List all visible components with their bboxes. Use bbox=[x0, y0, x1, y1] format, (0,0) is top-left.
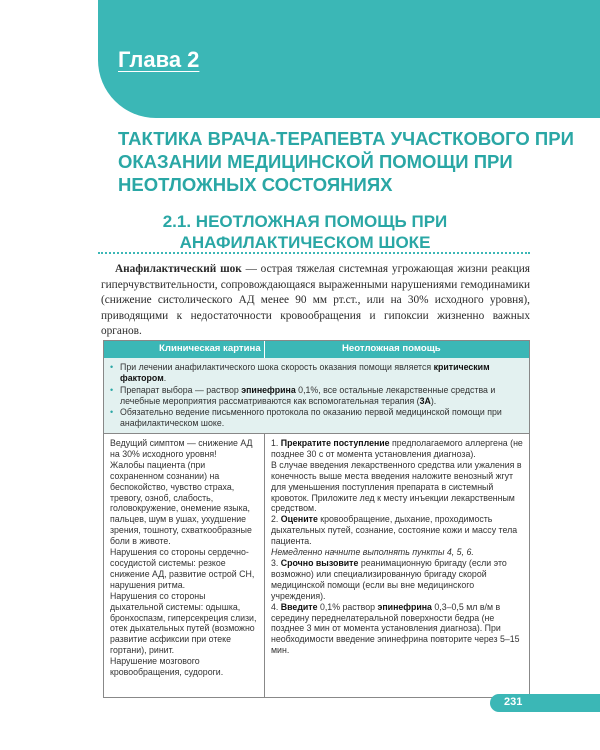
bullet-icon: • bbox=[110, 407, 114, 418]
col-header-help: Неотложная помощь bbox=[342, 343, 441, 354]
note-item: • Препарат выбора — раствор эпинефрина 0,1%, все остальные лекарственные средства и лечебные мероприятия рассматриваются как вспомогательная терапия (3А). bbox=[110, 384, 496, 406]
dotted-divider bbox=[98, 252, 530, 254]
emergency-table bbox=[103, 340, 530, 698]
chapter-label: Глава 2 bbox=[118, 47, 200, 72]
table-header bbox=[104, 341, 529, 358]
help-column bbox=[265, 434, 529, 697]
intro-term: Анафилактический шок bbox=[115, 263, 242, 275]
intro-text: — острая тяжелая системная угрожающая жизни реакция гиперчувствительности, сопровождающаяся выраженными нарушениями гемодинамики (снижение систолического АД менее 90 мм рт.ст., или на 30% исходного уровня), приводящими к недостаточности кровообращения и гипоксии жизненно важных органов. bbox=[101, 263, 530, 337]
note-item: • Обязательно ведение письменного протокола по оказанию первой медицинской помощи при анафилактическом шоке. bbox=[110, 407, 502, 429]
help-step: В случае введения лекарственного средства или ужаления в конечность выше места введения наложите венозный жгут для уменьшения поступления препарата в системный кровоток. Приложите лед к месту инъекции лекарственным средством. bbox=[271, 459, 522, 514]
page-number: 231 bbox=[504, 696, 523, 708]
clinical-item: Нарушения со стороны дыхательной системы: одышка, бронхоспазм, гиперсекреция слизи, отек дыхательных путей (возможно развитие асфиксии при отеке гортани), ринит. bbox=[110, 590, 257, 656]
help-step: Немедленно начните выполнять пункты 4, 5, 6. bbox=[271, 547, 474, 558]
clinical-column bbox=[104, 434, 265, 697]
clinical-item: Нарушения со стороны сердечно-сосудистой системы: резкое снижение АД, развитие острой СН, нарушения ритма. bbox=[110, 547, 255, 590]
col-header-clinical: Клиническая картина bbox=[159, 343, 261, 354]
bullet-icon: • bbox=[110, 362, 114, 372]
page-number-tab bbox=[490, 694, 600, 712]
note-item: • При лечении анафилактического шока скорость оказания помощи является критическим фактором. bbox=[110, 362, 490, 384]
help-step: 4. Введите 0,1% раствор эпинефрина 0,3–0,5 мл в/м в середину переднелатеральной поверхности бедра (не позднее 3 мин от момента установления диагноза). При необходимости введение эпинефрина повторите через 5–15 мин. bbox=[271, 601, 520, 656]
clinical-item: Нарушение мозгового кровообращения, судороги. bbox=[110, 656, 224, 678]
intro-paragraph bbox=[101, 262, 530, 340]
clinical-item: Жалобы пациента (при сохраненном сознании) на беспокойство, чувство страха, тревогу, озноб, слабость, головокружение, онемение языка, пальцев, шум в ушах, ухудшение зрения, тошноту, схваткообразные боли в животе. bbox=[110, 459, 252, 547]
page-title: ТАКТИКА ВРАЧА-ТЕРАПЕВТА УЧАСТКОВОГО ПРИ ОКАЗАНИИ МЕДИЦИНСКОЙ ПОМОЩИ ПРИ НЕОТЛОЖНЫХ СОСТОЯНИЯХ bbox=[118, 128, 574, 195]
clinical-item: Ведущий симптом — снижение АД на 30% исходного уровня! bbox=[110, 438, 253, 459]
section-title: 2.1. НЕОТЛОЖНАЯ ПОМОЩЬ ПРИ АНАФИЛАКТИЧЕСКОМ ШОКЕ bbox=[162, 212, 448, 252]
help-step: 3. Срочно вызовите реанимационную бригаду (если это возможно) или специализированную бригаду скорой медицинской помощи (если вы вне медицинского учреждения). bbox=[271, 557, 507, 601]
help-step: 2. Оцените кровообращение, дыхание, проходимость дыхательных путей, сознание, состояние кожи и массу тела пациента. bbox=[271, 514, 518, 547]
notes-block bbox=[104, 358, 529, 434]
bullet-icon: • bbox=[110, 384, 114, 395]
help-step: 1. Прекратите поступление предполагаемого аллергена (не позднее 30 с от момента установления диагноза). bbox=[271, 438, 523, 459]
